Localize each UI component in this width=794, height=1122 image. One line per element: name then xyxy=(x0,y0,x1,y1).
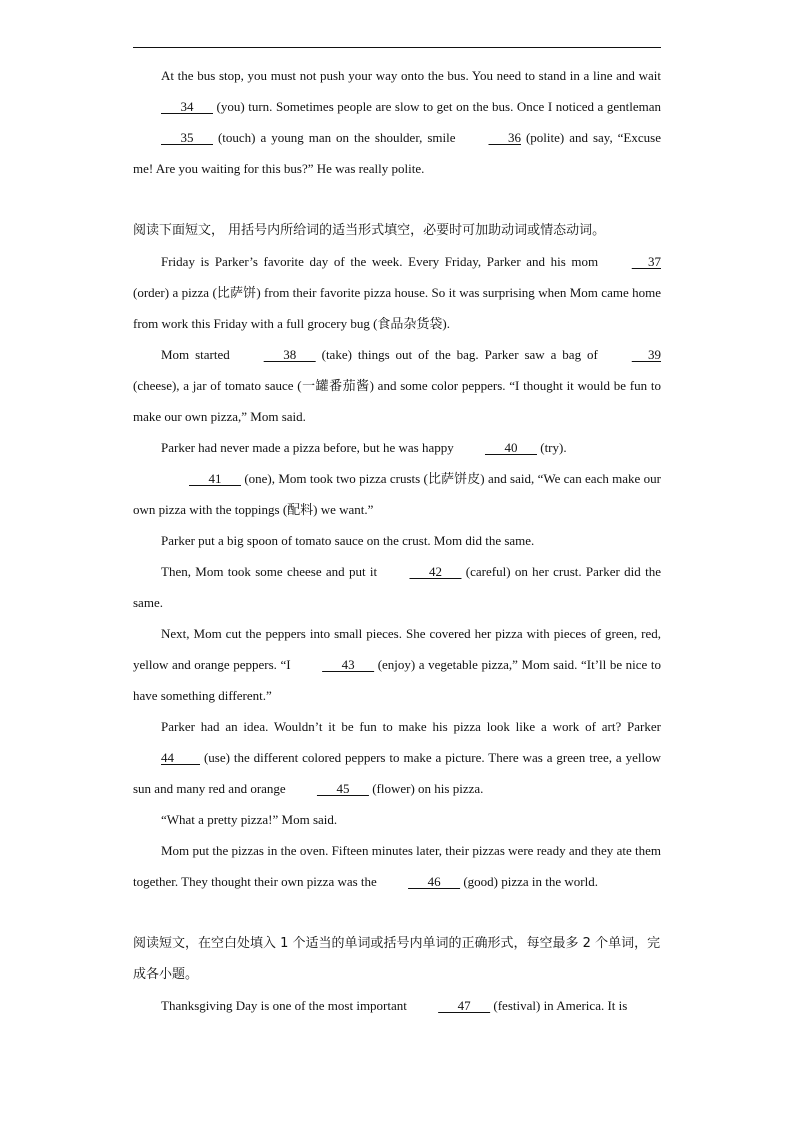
paragraph-tomato-sauce: Parker put a big spoon of tomato sauce on the crust. Mom did the same. xyxy=(161,533,535,548)
blank-37[interactable]: 37 xyxy=(631,254,661,269)
section-instruction-2: 阅读下面短文， 用括号内所给词的适当形式填空，必要时可加助动词或情态动词。 xyxy=(133,223,606,238)
blank-47[interactable]: 47 xyxy=(438,998,491,1013)
paragraph-peppers: Next, Mom cut the peppers into small pieces. She covered her pizza with pieces of green, red, yellow and orange peppers. “I 43 (enjoy) a vegetable pizza,” Mom said. “It’ll be nice to have something different.” xyxy=(133,626,661,703)
paragraph-pretty-pizza: “What a pretty pizza!” Mom said. xyxy=(161,812,338,827)
blank-40[interactable]: 40 xyxy=(484,440,537,455)
blank-38[interactable]: 38 xyxy=(263,347,316,362)
paragraph-thanksgiving: Thanksgiving Day is one of the most important 47 (festival) in America. It is xyxy=(133,990,661,1021)
blank-41[interactable]: 41 xyxy=(189,471,241,486)
paragraph-bus-stop: At the bus stop, you must not push your way onto the bus. You need to stand in a line and wait 34 (you) turn. Sometimes people are slow to get on the bus. Once I noticed a gentleman 35 (touch) a young man on the shoulder, smile 36 (polite) and say, “Excuse me! Are you waiting for this bus?” He was really polite. xyxy=(133,68,661,176)
paragraph-never-made: Parker had never made a pizza before, but he was happy 40 (try). xyxy=(133,432,661,463)
blank-44[interactable]: 44 xyxy=(161,750,200,765)
header-rule xyxy=(133,47,661,48)
blank-36[interactable]: 36 xyxy=(488,130,521,145)
paragraph-mom-started: Mom started 38 (take) things out of the bag. Parker saw a bag of 39 (cheese), a jar of tomato sauce (一罐番茄酱) and some color peppers. “I thought it would be fun to make our own pizza,” Mom said. xyxy=(133,339,661,432)
paragraph-oven: Mom put the pizzas in the oven. Fifteen minutes later, their pizzas were ready and they ate them together. They thought their own pizza was the 46 (good) pizza in the world. xyxy=(133,835,661,897)
paragraph-pizza-crusts: 41 (one), Mom took two pizza crusts (比萨饼皮) and said, “We can each make our own pizza with the toppings (配料) we want.” xyxy=(133,463,661,525)
blank-42[interactable]: 42 xyxy=(409,564,462,579)
document-page xyxy=(133,60,661,1021)
paragraph-cheese: Then, Mom took some cheese and put it 42 (careful) on her crust. Parker did the same. xyxy=(133,556,661,618)
blank-34[interactable]: 34 xyxy=(161,99,213,114)
blank-35[interactable]: 35 xyxy=(161,130,213,145)
paragraph-friday: Friday is Parker’s favorite day of the week. Every Friday, Parker and his mom 37 (order) a pizza (比萨饼) from their favorite pizza house. So it was surprising when Mom came home from work this Friday with a full grocery bug (食品杂货袋). xyxy=(133,246,661,339)
section-instruction-3: 阅读短文，在空白处填入 1 个适当的单词或括号内单词的正确形式，每空最多 2 个单词，完成各小题。 xyxy=(133,936,661,982)
blank-39[interactable]: 39 xyxy=(631,347,662,362)
blank-43[interactable]: 43 xyxy=(322,657,375,672)
blank-45[interactable]: 45 xyxy=(316,781,369,796)
blank-46[interactable]: 46 xyxy=(408,874,461,889)
paragraph-idea: Parker had an idea. Wouldn’t it be fun to make his pizza look like a work of art? Parker 44 (use) the different colored peppers to make a picture. There was a green tree, a yellow sun and many red and orange 45 (flower) on his pizza. xyxy=(133,711,661,804)
